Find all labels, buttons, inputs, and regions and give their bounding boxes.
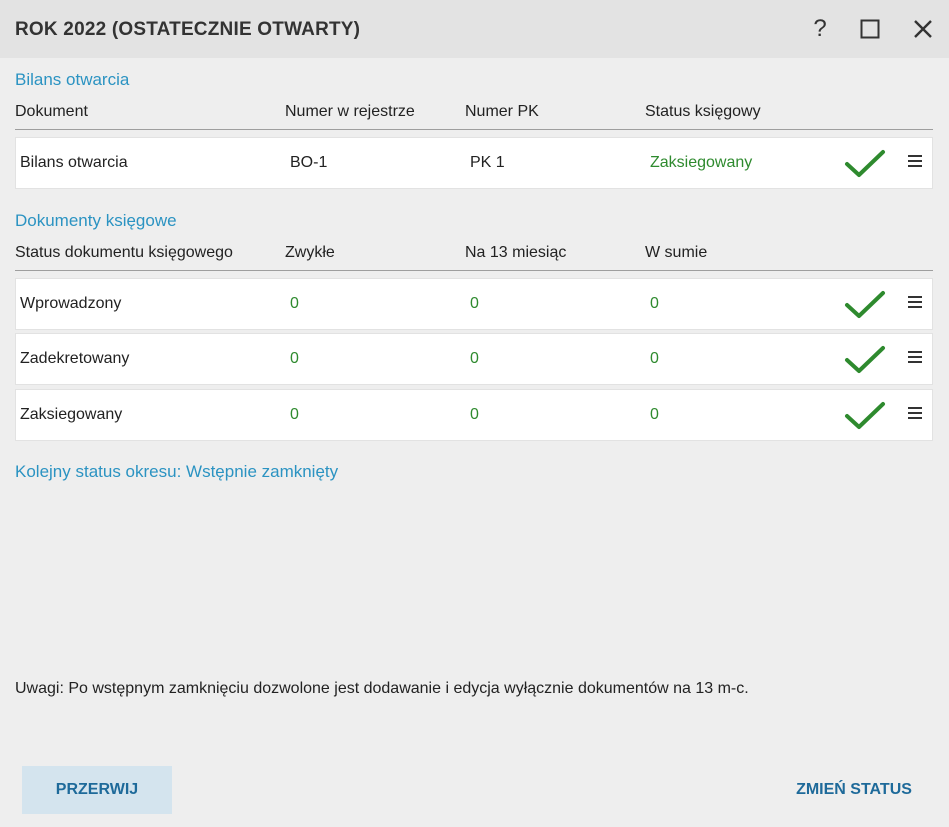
row-total: 0 bbox=[650, 295, 659, 312]
window-title: ROK 2022 (OSTATECZNIE OTWARTY) bbox=[15, 19, 361, 40]
col-header-regular: Zwykłe bbox=[285, 244, 335, 261]
row-month13: 0 bbox=[470, 406, 479, 423]
accounting-documents-header bbox=[15, 244, 933, 264]
check-icon bbox=[844, 401, 886, 431]
row-menu-icon[interactable] bbox=[908, 296, 922, 312]
close-icon bbox=[913, 19, 933, 39]
row-status: Zaksiegowany bbox=[650, 154, 753, 171]
table-row bbox=[15, 389, 933, 441]
header-divider bbox=[15, 129, 933, 130]
table-row bbox=[15, 333, 933, 385]
row-total: 0 bbox=[650, 350, 659, 367]
check-icon bbox=[844, 149, 886, 179]
row-menu-icon[interactable] bbox=[908, 407, 922, 423]
table-row bbox=[15, 278, 933, 330]
row-status: Zadekretowany bbox=[20, 350, 130, 367]
accounting-documents-title: Dokumenty księgowe bbox=[15, 211, 177, 230]
row-regular: 0 bbox=[290, 406, 299, 423]
col-header-pk-number: Numer PK bbox=[465, 103, 539, 120]
row-menu-icon[interactable] bbox=[908, 155, 922, 171]
close-button[interactable] bbox=[908, 14, 938, 44]
row-pk-number: PK 1 bbox=[470, 154, 505, 171]
row-status: Wprowadzony bbox=[20, 295, 122, 312]
change-status-button[interactable]: ZMIEŃ STATUS bbox=[796, 781, 912, 798]
opening-balance-header bbox=[15, 103, 933, 123]
row-regular: 0 bbox=[290, 295, 299, 312]
next-period-status: Kolejny status okresu: Wstępnie zamknięty bbox=[15, 462, 339, 481]
row-total: 0 bbox=[650, 406, 659, 423]
check-icon bbox=[844, 345, 886, 375]
row-month13: 0 bbox=[470, 295, 479, 312]
cancel-button[interactable]: PRZERWIJ bbox=[22, 766, 172, 814]
col-header-month13: Na 13 miesiąc bbox=[465, 244, 567, 261]
col-header-status: Status księgowy bbox=[645, 103, 761, 120]
col-header-document: Dokument bbox=[15, 103, 88, 120]
col-header-doc-status: Status dokumentu księgowego bbox=[15, 244, 233, 261]
help-button[interactable]: ? bbox=[813, 15, 827, 42]
row-register-number: BO-1 bbox=[290, 154, 328, 171]
title-bar bbox=[0, 0, 949, 58]
opening-balance-title: Bilans otwarcia bbox=[15, 70, 130, 89]
row-status: Zaksiegowany bbox=[20, 406, 123, 423]
note-text: Uwagi: Po wstępnym zamknięciu dozwolone jest dodawanie i edycja wyłącznie dokumentów na 13 m-c. bbox=[15, 680, 749, 697]
col-header-register-number: Numer w rejestrze bbox=[285, 103, 415, 120]
check-icon bbox=[844, 290, 886, 320]
maximize-button[interactable] bbox=[855, 14, 885, 44]
row-month13: 0 bbox=[470, 350, 479, 367]
row-document: Bilans otwarcia bbox=[20, 154, 128, 171]
table-row bbox=[15, 137, 933, 189]
col-header-total: W sumie bbox=[645, 244, 708, 261]
header-divider bbox=[15, 270, 933, 271]
maximize-icon bbox=[860, 19, 880, 39]
row-regular: 0 bbox=[290, 350, 299, 367]
row-menu-icon[interactable] bbox=[908, 351, 922, 367]
